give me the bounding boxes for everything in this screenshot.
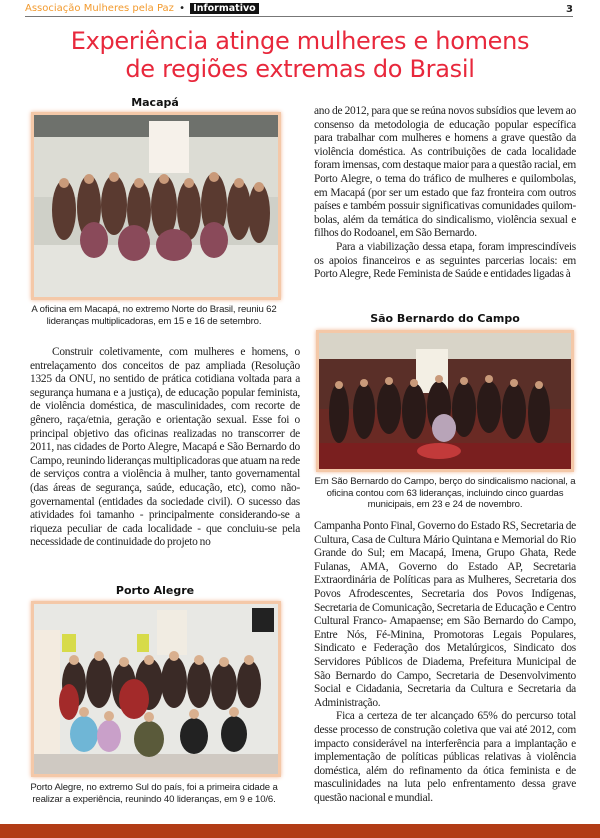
macapa-caption: A oficina em Macapá, no extremo Norte do Brasil, reuniu 62 lideranças multiplicadoras, em 15 e 16 de setembro. bbox=[31, 304, 277, 327]
right-column-top bbox=[314, 105, 576, 282]
macapa-photo bbox=[31, 112, 281, 300]
section-label: Informativo bbox=[190, 3, 258, 14]
body-paragraph: Construir coletivamente, com mulheres e homens, o entrelaçamento dos conceitos de paz ampliada (Resolução 1325 da ONU, no sentido de prática cotidiana voltada para a segurança humana e a justiça), de educação popular feminista, de violência doméstica, de masculinidades, com recorte de gênero, raça/etnia, geração e orientação sexual. Esse foi o principal objetivo das oficinas realizadas no transcorrer de 2011, nas cidades de Porto Alegre, Macapá e São Bernardo do Campo, reunindo lideranças multiplicadoras que atuam na rede de serviços contra a violência à mulher, tanto governamental (das áreas de segurança, saúde, educação, etc), como não-governamental (entidades da sociedade civil). O sucesso das atividades foi tamanho - principalmente considerando-se a riqueza peculiar de cada localidade - que concluiu-se pela necessidade de continuidade do projeto no bbox=[30, 346, 300, 549]
header-separator: • bbox=[179, 3, 186, 14]
article-title bbox=[0, 27, 600, 83]
event-banner bbox=[34, 630, 60, 760]
porto-alegre-caption: Porto Alegre, no extremo Sul do país, foi a primeira cidade a realizar a experiência, reunindo 40 lideranças, em 9 e 10/6. bbox=[30, 782, 278, 805]
sao-bernardo-caption: Em São Bernardo do Campo, berço do sindicalismo nacional, a oficina contou com 63 lideranças, incluindo cinco guardas municipais, em 23 e 24 de novembro. bbox=[314, 476, 576, 510]
body-paragraph: ano de 2012, para que se reúna novos subsídios que levem ao consenso da metodologia de educação popular específica para trabalhar com mulheres e homens a grave questão da violência doméstica. As contribuições de cada localidade foram imensas, com destaque maior para a questão racial, em Porto Alegre, o tema do tráfico de mulheres e quilombolas, em Macapá (por ser um estado que faz fronteira com outros países e também possuir significativas comunidades quilom-bolas, além da temática do sindicalismo, violência sexual e filhos do Rodoanel, em São Bernardo. bbox=[314, 105, 576, 240]
group-photo-image bbox=[34, 604, 278, 774]
group-photo-image bbox=[34, 115, 278, 297]
macapa-heading: Macapá bbox=[131, 96, 179, 109]
organization-name: Associação Mulheres pela Paz bbox=[25, 3, 174, 14]
floor-decoration bbox=[417, 443, 461, 459]
title-line-1: Experiência atinge mulheres e homens bbox=[70, 27, 530, 55]
group-photo-image bbox=[319, 333, 571, 469]
page-number: 3 bbox=[566, 4, 573, 15]
right-column-bottom bbox=[314, 520, 576, 805]
title-line-2: de regiões extremas do Brasil bbox=[125, 55, 475, 83]
sao-bernardo-photo bbox=[316, 330, 574, 472]
body-paragraph: Para a viabilização dessa etapa, foram imprescindíveis os apoios financeiros e as seguintes parcerias locais: em Porto Alegre, Rede Feminista de Saúde e entidades ligadas à bbox=[314, 240, 576, 281]
page-header bbox=[25, 2, 573, 17]
sao-bernardo-heading: São Bernardo do Campo bbox=[370, 312, 520, 325]
footer-bar bbox=[0, 824, 600, 838]
body-paragraph: Campanha Ponto Final, Governo do Estado RS, Secretaria de Cultura, Casa de Cultura Mário Quintana e Memorial do Rio Grande do Sul; em Macapá, Imena, Grupo Ghata, Rede Fulanas, AMA, Governo do Estado AP, Secretaria Extraordinária de Políticas para as Mulheres, Secretaria dos Povos Afrodescentes, Secretaria dos Povos Indígenas, Secretaria de Comunicação, Secretaria de Educação e Centro Cultural Franco- Amapaense; em São Bernardo do Campo, Entre Nós, Fé-Minina, Promotoras Legais Populares, Sindicato e Federação dos Metalúrgicos, Sindicato dos Servidores Públicos de Diadema, Prefeitura Municipal de São Bernardo do Campo, Secretaria de Desenvolvimento Social e Cidadania, Secretaria da Cultura e Secretaria da Administração. bbox=[314, 520, 576, 709]
event-banner bbox=[149, 121, 189, 173]
campaign-banner bbox=[157, 610, 187, 655]
porto-alegre-photo bbox=[31, 601, 281, 777]
left-column bbox=[30, 346, 300, 550]
body-paragraph: Fica a certeza de ter alcançado 65% do percurso total desse processo de construção coletiva que vai até 2012, com impacto considerável na interferência para a implantação e implementação de políticas públicas relativas à violência doméstica, além do refinamento da ótica feminista e de masculinidades na luta pelo enfrentamento dessa grave questão nacional e mundial. bbox=[314, 710, 576, 804]
porto-alegre-heading: Porto Alegre bbox=[115, 584, 195, 597]
